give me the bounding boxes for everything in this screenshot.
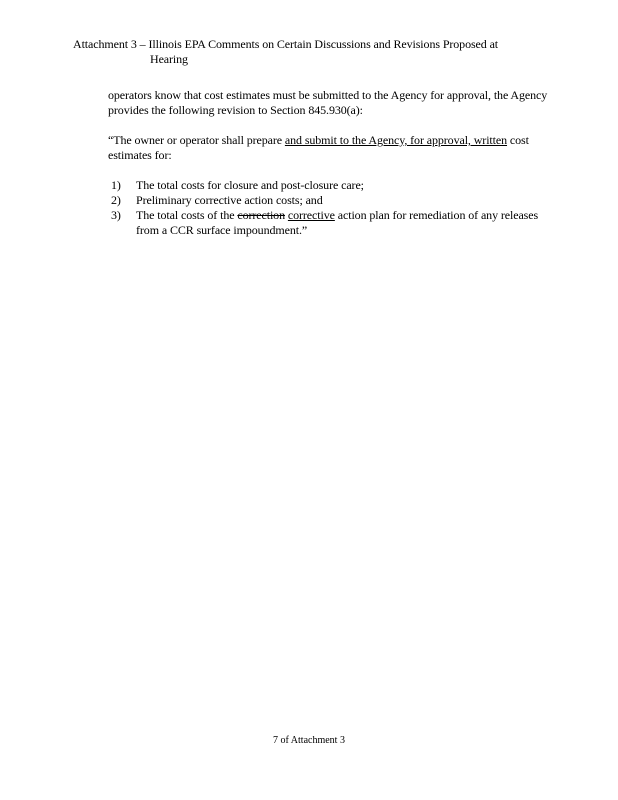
cost-estimate-list [108,178,556,238]
inserted-text: corrective [287,208,335,222]
list-item [108,193,556,208]
page-header [73,37,543,67]
list-item [108,208,556,238]
list-item-number: 1) [111,178,121,192]
body-paragraph-1: operators know that cost estimates must be submitted to the Agency for approval, the Agency provides the following revision to Section 845.930(a): [108,88,548,117]
body-paragraph-2 [108,133,556,163]
header-title-line1: Attachment 3 – Illinois EPA Comments on Certain Discussions and Revisions Proposed at [73,37,499,51]
header-title-line2: Hearing [150,52,188,66]
page-footer: 7 of Attachment 3 [273,735,345,746]
paragraph-2-suffix: cost estimates for: [108,133,529,162]
list-item [108,178,556,193]
list-item-suffix: action plan for remediation of any releases from a CCR surface impoundment.” [136,208,539,237]
deleted-text: correction [237,208,285,222]
list-item-number: 3) [111,208,121,222]
list-item-prefix: The total costs of the [136,208,238,222]
inserted-text: and submit to the Agency, for approval, written [284,133,508,147]
list-item-number: 2) [111,193,121,207]
paragraph-2-prefix: “The owner or operator shall prepare [108,133,285,147]
list-item-text: Preliminary corrective action costs; and [136,193,323,207]
list-item-text: The total costs for closure and post-closure care; [136,178,364,192]
